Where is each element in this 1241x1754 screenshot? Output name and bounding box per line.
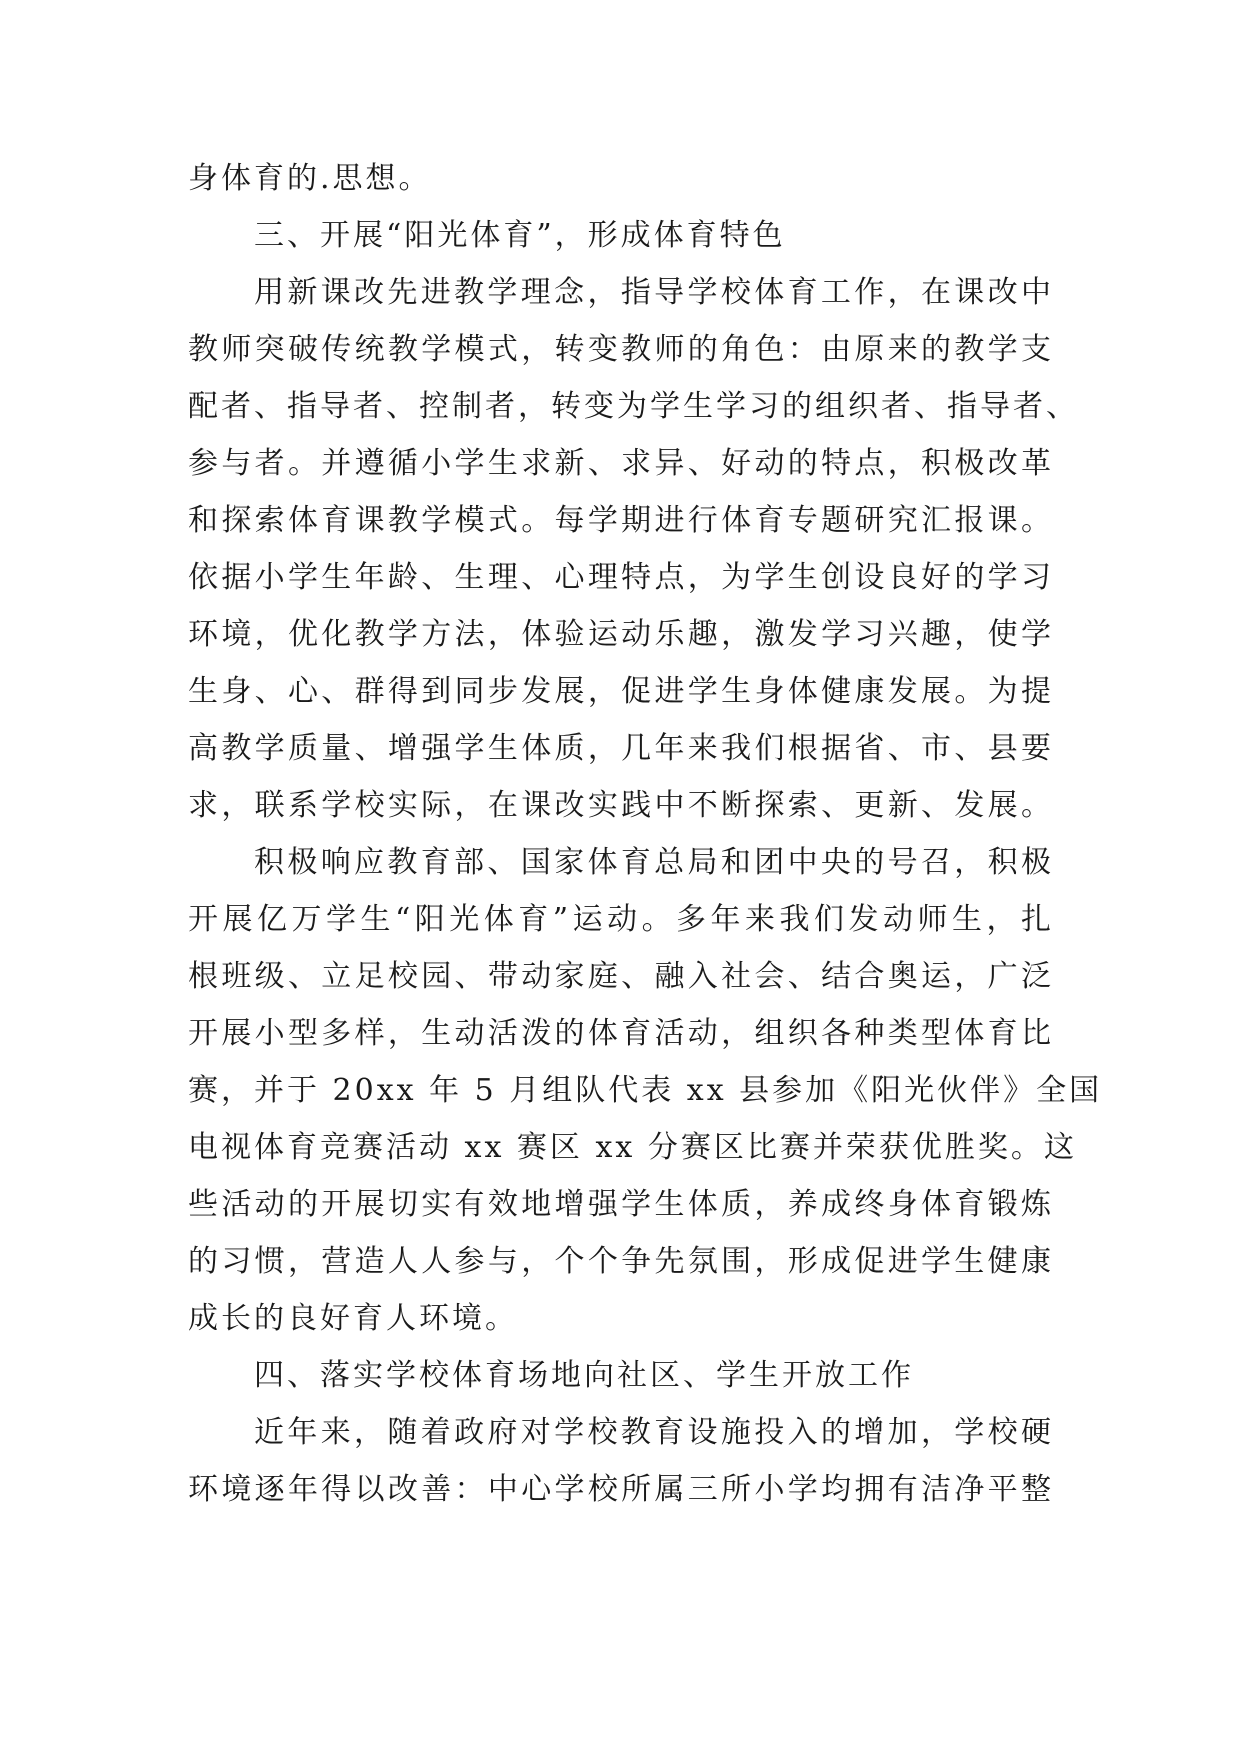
text-line: 四、落实学校体育场地向社区、学生开放工作 <box>254 1358 914 1393</box>
text-line: 三、开展“阳光体育”，形成体育特色 <box>254 218 786 253</box>
text-line: 和探索体育课教学模式。每学期进行体育专题研究汇报课。 <box>188 503 1054 538</box>
text-line: 身体育的.思想。 <box>188 161 432 196</box>
text-line: 开展小型多样，生动活泼的体育活动，组织各种类型体育比 <box>188 1016 1054 1051</box>
text-line: 用新课改先进教学理念，指导学校体育工作，在课改中 <box>254 275 1054 310</box>
text-line: 依据小学生年龄、生理、心理特点，为学生创设良好的学习 <box>188 560 1054 595</box>
text-line: 赛，并于 20xx 年 5 月组队代表 xx 县参加《阳光伙伴》全国 <box>188 1073 1103 1108</box>
text-line: 高教学质量、增强学生体质，几年来我们根据省、市、县要 <box>188 731 1054 766</box>
text-line: 教师突破传统教学模式，转变教师的角色：由原来的教学支 <box>188 332 1054 367</box>
text-line: 积极响应教育部、国家体育总局和团中央的号召，积极 <box>254 845 1054 880</box>
text-lines <box>188 150 1103 1518</box>
text-line: 开展亿万学生“阳光体育”运动。多年来我们发动师生，扎 <box>188 902 1054 937</box>
text-line: 电视体育竞赛活动 xx 赛区 xx 分赛区比赛并荣获优胜奖。这 <box>188 1130 1077 1165</box>
text-line: 的习惯，营造人人参与，个个争先氛围，形成促进学生健康 <box>188 1244 1054 1279</box>
text-line: 近年来，随着政府对学校教育设施投入的增加，学校硬 <box>254 1415 1054 1450</box>
text-line: 根班级、立足校园、带动家庭、融入社会、结合奥运，广泛 <box>188 959 1054 994</box>
text-line: 环境逐年得以改善：中心学校所属三所小学均拥有洁净平整 <box>188 1472 1054 1507</box>
text-line: 求，联系学校实际，在课改实践中不断探索、更新、发展。 <box>188 788 1054 823</box>
text-line: 参与者。并遵循小学生求新、求异、好动的特点，积极改革 <box>188 446 1054 481</box>
text-line: 环境，优化教学方法，体验运动乐趣，激发学习兴趣，使学 <box>188 617 1054 652</box>
text-line: 配者、指导者、控制者，转变为学生学习的组织者、指导者、 <box>188 389 1079 424</box>
text-line: 生身、心、群得到同步发展，促进学生身体健康发展。为提 <box>188 674 1054 709</box>
text-line: 些活动的开展切实有效地增强学生体质，养成终身体育锻炼 <box>188 1187 1054 1222</box>
document-body <box>188 150 1103 1518</box>
text-line: 成长的良好育人环境。 <box>188 1301 518 1336</box>
